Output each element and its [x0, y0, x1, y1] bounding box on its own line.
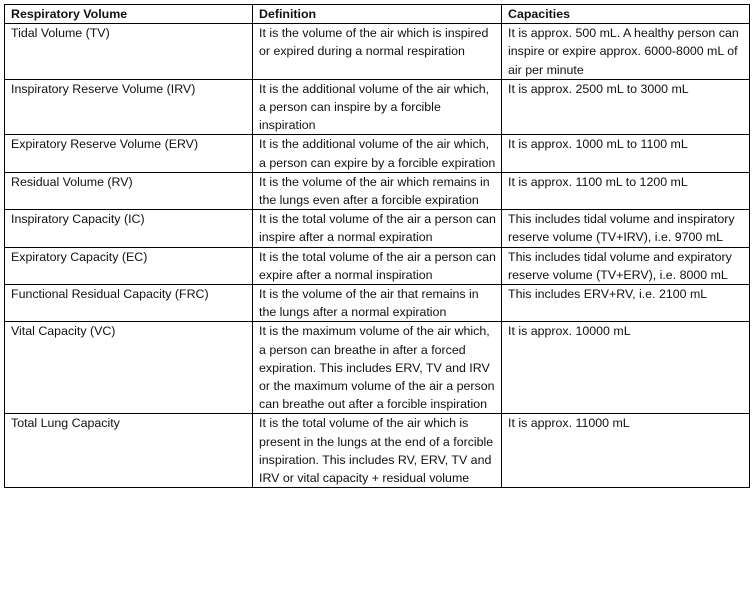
definition-cell: It is the volume of the air that remains in the lungs after a normal expiration — [253, 285, 502, 322]
definition-cell: It is the maximum volume of the air which, a person can breathe in after a forced expiration. This includes ERV, TV and IRV or the maximum volume of the air a person can breathe out after a forcible inspiration — [253, 322, 502, 414]
table-row — [5, 210, 750, 247]
header-capacities: Capacities — [502, 5, 750, 24]
definition-cell: It is the total volume of the air a person can inspire after a normal expiration — [253, 210, 502, 247]
volume-cell: Residual Volume (RV) — [5, 172, 253, 209]
capacity-cell: This includes tidal volume and expiratory reserve volume (TV+ERV), i.e. 8000 mL — [502, 247, 750, 284]
volume-cell: Expiratory Reserve Volume (ERV) — [5, 135, 253, 172]
table-row — [5, 285, 750, 322]
volume-cell: Vital Capacity (VC) — [5, 322, 253, 414]
definition-cell: It is the additional volume of the air which, a person can expire by a forcible expiration — [253, 135, 502, 172]
table-body — [5, 24, 750, 488]
header-row — [5, 5, 750, 24]
capacity-cell: This includes tidal volume and inspiratory reserve volume (TV+IRV), i.e. 9700 mL — [502, 210, 750, 247]
table-row — [5, 247, 750, 284]
table-row — [5, 24, 750, 80]
capacity-cell: It is approx. 500 mL. A healthy person can inspire or expire approx. 6000-8000 mL of air per minute — [502, 24, 750, 80]
header-respiratory-volume: Respiratory Volume — [5, 5, 253, 24]
capacity-cell: This includes ERV+RV, i.e. 2100 mL — [502, 285, 750, 322]
table-row — [5, 414, 750, 488]
volume-cell: Inspiratory Capacity (IC) — [5, 210, 253, 247]
capacity-cell: It is approx. 10000 mL — [502, 322, 750, 414]
definition-cell: It is the total volume of the air a person can expire after a normal inspiration — [253, 247, 502, 284]
capacity-cell: It is approx. 2500 mL to 3000 mL — [502, 79, 750, 135]
capacity-cell: It is approx. 1000 mL to 1100 mL — [502, 135, 750, 172]
definition-cell: It is the volume of the air which remains in the lungs even after a forcible expiration — [253, 172, 502, 209]
table-header — [5, 5, 750, 24]
respiratory-volume-table — [4, 4, 750, 488]
table-row — [5, 135, 750, 172]
volume-cell: Functional Residual Capacity (FRC) — [5, 285, 253, 322]
capacity-cell: It is approx. 1100 mL to 1200 mL — [502, 172, 750, 209]
table-row — [5, 79, 750, 135]
definition-cell: It is the total volume of the air which is present in the lungs at the end of a forcible inspiration. This includes RV, ERV, TV and IRV or vital capacity + residual volume — [253, 414, 502, 488]
table-row — [5, 322, 750, 414]
volume-cell: Tidal Volume (TV) — [5, 24, 253, 80]
volume-cell: Inspiratory Reserve Volume (IRV) — [5, 79, 253, 135]
table-row — [5, 172, 750, 209]
volume-cell: Total Lung Capacity — [5, 414, 253, 488]
header-definition: Definition — [253, 5, 502, 24]
capacity-cell: It is approx. 11000 mL — [502, 414, 750, 488]
definition-cell: It is the volume of the air which is inspired or expired during a normal respiration — [253, 24, 502, 80]
definition-cell: It is the additional volume of the air which, a person can inspire by a forcible inspiration — [253, 79, 502, 135]
volume-cell: Expiratory Capacity (EC) — [5, 247, 253, 284]
